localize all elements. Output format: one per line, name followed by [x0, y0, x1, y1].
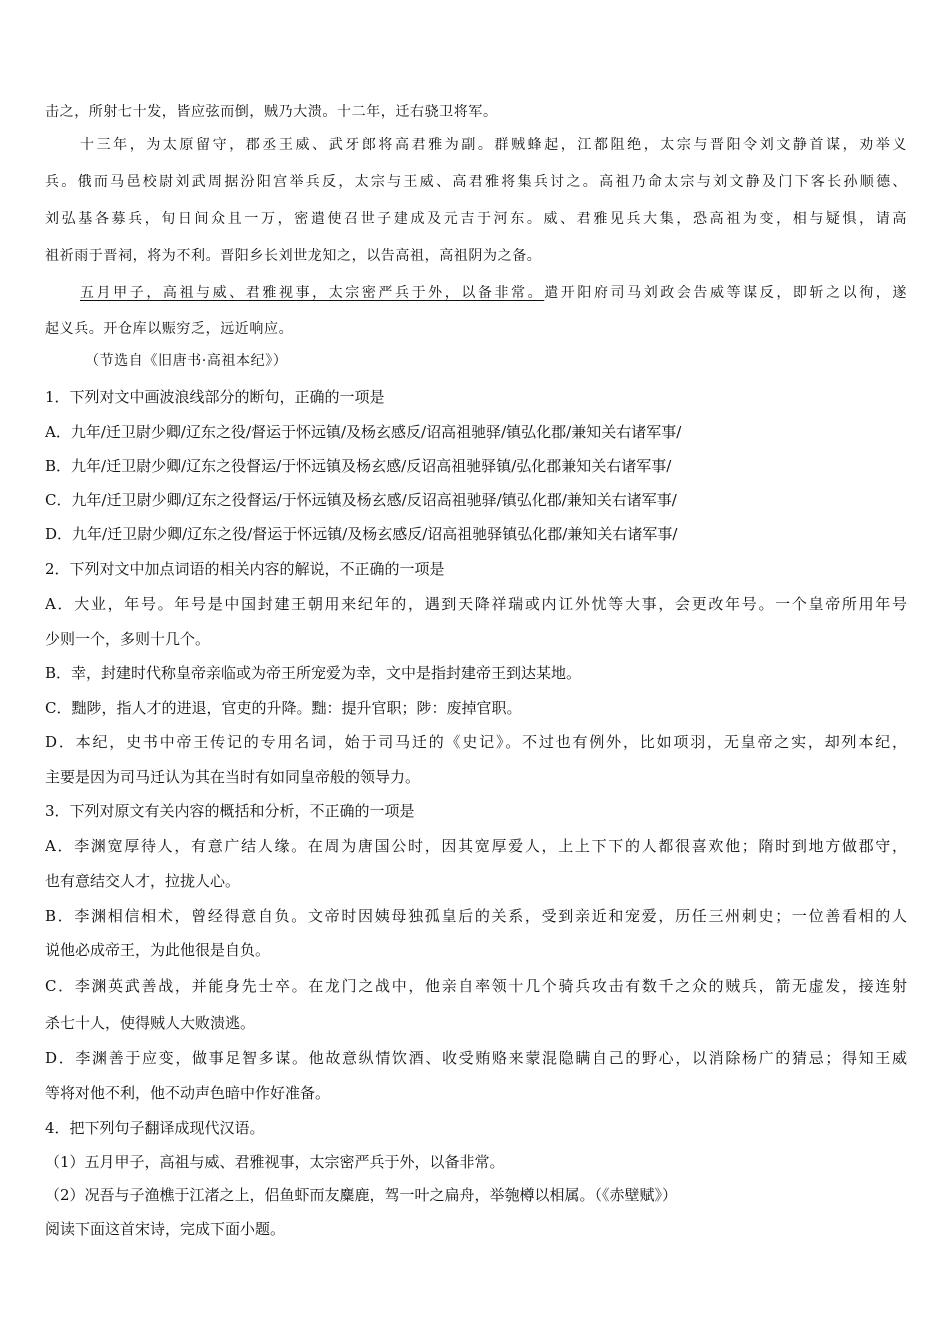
- question-3-option-a: A．李渊宽厚待人，有意广结人缘。在周为唐国公时，因其宽厚爱人，上上下下的人都很喜欢他；隋时到地方做郡守，: [45, 837, 907, 855]
- underlined-sentence: 五月甲子，高祖与威、君雅视事，太宗密严兵于外，以备非常。: [80, 285, 545, 301]
- question-1-option-b: B．九年/迁卫尉少卿/辽东之役督运/于怀远镇及杨玄感/反诏高祖驰驿镇/弘化郡兼知关右诸军事/: [45, 457, 672, 475]
- passage-line: [80, 282, 907, 304]
- question-3-option-a-cont: 也有意结交人才，拉拢人心。: [45, 872, 241, 890]
- passage-line: 刘弘基各募兵，旬日间众且一万，密遣使召世子建成及元吉于河东。威、君雅见兵大集，恐高祖为变，相与疑惧，请高: [45, 211, 907, 227]
- question-3-option-b: B．李渊相信相术，曾经得意自负。文帝时因姨母独孤皇后的关系，受到亲近和宠爱，历任三州刺史；一位善看相的人: [45, 907, 907, 925]
- question-2-option-d-cont: 主要是因为司马迁认为其在当时有如同皇帝般的领导力。: [45, 768, 421, 786]
- question-3-option-b-cont: 说他必成帝王，为此他很是自负。: [45, 941, 271, 959]
- passage-line: 起义兵。开仓库以赈穷乏，远近响应。: [45, 321, 294, 337]
- passage-text: 遣开阳府司马刘政会告威等谋反，即斩之以徇，遂: [544, 285, 907, 301]
- question-4-sentence-2: （2）况吾与子渔樵于江渚之上，侣鱼虾而友麋鹿，驾一叶之扁舟，举匏樽以相属。（《赤壁赋》）: [45, 1186, 678, 1204]
- next-section-instruction: 阅读下面这首宋诗，完成下面小题。: [45, 1220, 286, 1238]
- question-3-option-d-cont: 等将对他不利，他不动声色暗中作好准备。: [45, 1084, 331, 1102]
- question-1-option-c: C．九年/迁卫尉少卿/辽东之役督运/于怀远镇及杨玄感/反诏高祖驰驿/镇弘化郡/兼知关右诸军事/: [45, 491, 677, 509]
- question-3-stem: 3．下列对原文有关内容的概括和分析，不正确的一项是: [45, 802, 415, 820]
- question-3-option-c-cont: 杀七十人，使得贼人大败溃逃。: [45, 1014, 256, 1032]
- question-2-option-a-cont: 少则一个，多则十几个。: [45, 630, 211, 648]
- passage-line: 兵。俄而马邑校尉刘武周据汾阳宫举兵反，太宗与王威、高君雅将集兵讨之。高祖乃命太宗与刘文静及门下客长孙顺德、: [45, 174, 907, 190]
- question-3-option-c: C．李渊英武善战，并能身先士卒。在龙门之战中，他亲自率领十几个骑兵攻击有数千之众的贼兵，箭无虚发，接连射: [45, 977, 907, 995]
- question-2-option-a: A．大业，年号。年号是中国封建王朝用来纪年的，遇到天降祥瑞或内讧外忧等大事，会更改年号。一个皇帝所用年号: [45, 595, 907, 613]
- question-1-option-a: A．九年/迁卫尉少卿/辽东之役/督运于怀远镇/及杨玄感反/诏高祖驰驿/镇弘化郡/兼知关右诸军事/: [45, 423, 682, 441]
- passage-line: 祖祈雨于晋祠，将为不利。晋阳乡长刘世龙知之，以告高祖，高祖阴为之备。: [45, 248, 542, 264]
- question-4-stem: 4．把下列句子翻译成现代汉语。: [45, 1119, 265, 1137]
- question-2-option-d: D．本纪，史书中帝王传记的专用名词，始于司马迁的《史记》。不过也有例外，比如项羽，无皇帝之实，却列本纪，: [45, 733, 907, 751]
- question-1-stem: 1．下列对文中画波浪线部分的断句，正确的一项是: [45, 388, 385, 406]
- passage-line: 十三年，为太原留守，郡丞王威、武牙郎将高君雅为副。群贼蜂起，江都阻绝，太宗与晋阳令刘文静首谋，劝举义: [80, 137, 907, 153]
- question-2-option-c: C．黜陟，指人才的进退，官吏的升降。黜：提升官职；陟：废掉官职。: [45, 699, 522, 717]
- question-4-sentence-1: （1）五月甲子，高祖与威、君雅视事，太宗密严兵于外，以备非常。: [45, 1153, 505, 1171]
- passage-line: 击之，所射七十发，皆应弦而倒，贼乃大溃。十二年，迁右骁卫将军。: [45, 104, 498, 120]
- question-2-option-b: B．幸，封建时代称皇帝亲临或为帝王所宠爱为幸，文中是指封建帝王到达某地。: [45, 664, 582, 682]
- question-2-stem: 2．下列对文中加点词语的相关内容的解说，不正确的一项是: [45, 560, 445, 578]
- question-1-option-d: D．九年/迁卫尉少卿/辽东之役/督运于怀远镇/及杨玄感反/诏高祖驰驿镇弘化郡/兼知关右诸军事/: [45, 525, 678, 543]
- passage-source: （节选自《旧唐书·高祖本纪》）: [85, 353, 288, 369]
- question-3-option-d: D．李渊善于应变，做事足智多谋。他故意纵情饮酒、收受贿赂来蒙混隐瞒自己的野心，以消除杨广的猜忌；得知王威: [45, 1049, 907, 1067]
